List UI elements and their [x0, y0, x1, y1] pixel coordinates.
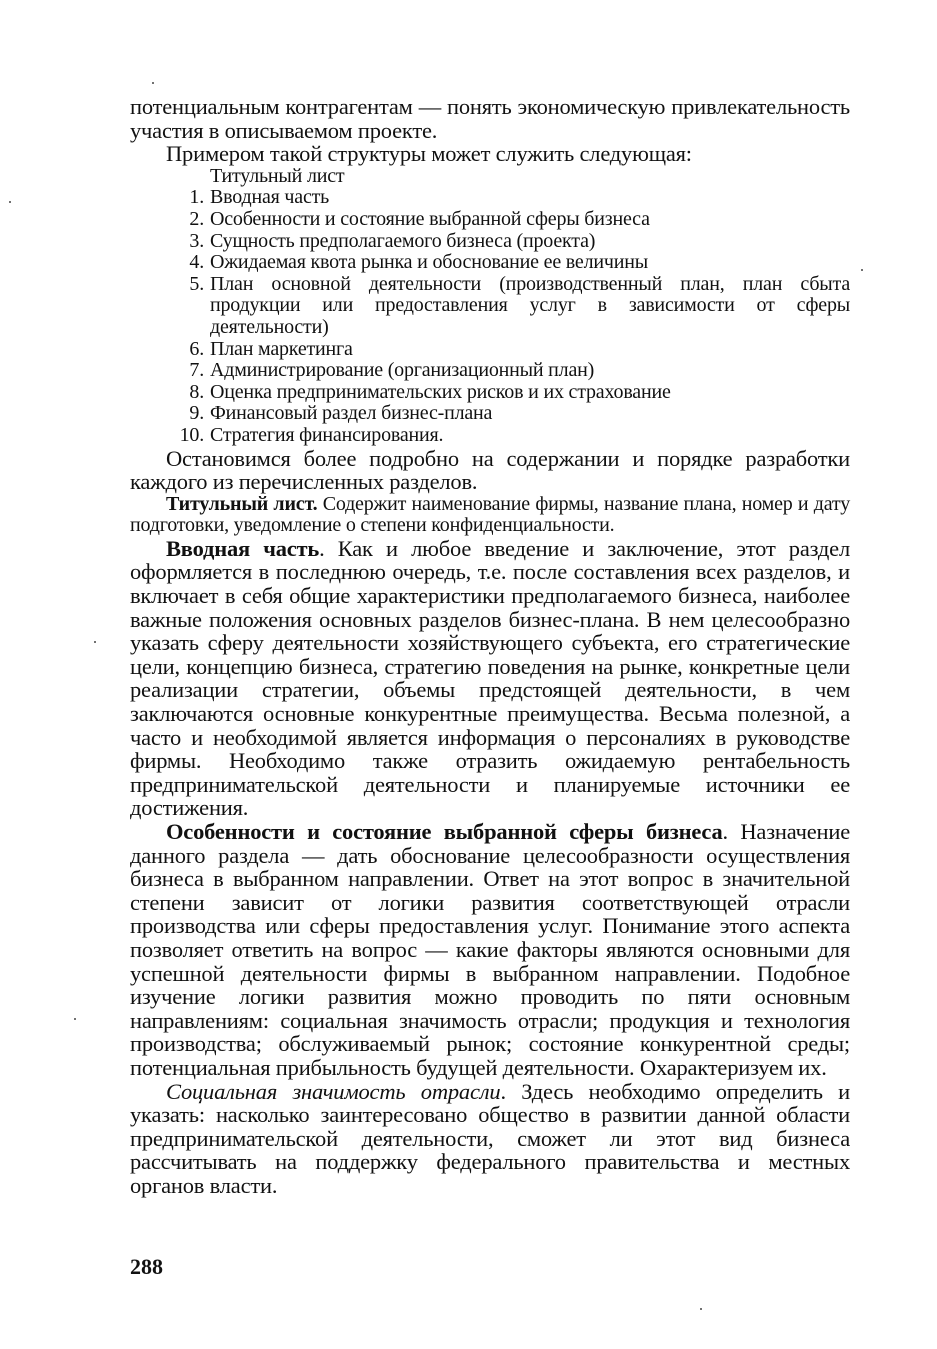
list-item — [130, 403, 850, 425]
list-item-number: 2. — [189, 207, 204, 230]
introduction-heading: Вводная часть — [166, 535, 320, 561]
scan-speck — [74, 1018, 76, 1020]
opening-paragraph: потенциальным контрагентам — понять экономическую привлекательность участия в описываемом проекте. — [130, 94, 850, 143]
list-item-number: 6. — [189, 337, 204, 360]
structure-intro: Примером такой структуры может служить следующая: — [166, 141, 692, 167]
list-item-number: 5. — [189, 272, 204, 295]
list-item-number: 4. — [189, 251, 204, 274]
list-item-number: 8. — [189, 380, 204, 403]
list-item-label: Вводная часть — [210, 186, 330, 209]
list-item-label: Особенности и состояние выбранной сферы бизнеса — [210, 207, 650, 230]
social-significance-heading: Социальная значимость отрасли — [166, 1078, 501, 1104]
list-item-label: План маркетинга — [210, 337, 353, 360]
scan-speck — [700, 1308, 702, 1310]
scan-speck — [152, 82, 154, 84]
scan-speck — [861, 269, 863, 271]
list-item — [130, 209, 850, 231]
list-item-label: Оценка предпринимательских рисков и их страхование — [210, 380, 671, 403]
list-item-label: План основной деятельности (производственный план, план сбыта продукции или предоставления услуг в зависимости от сферы деятельности) — [210, 272, 850, 338]
list-item-number: 1. — [189, 186, 204, 209]
list-item — [130, 360, 850, 382]
list-item-number: 7. — [189, 359, 204, 382]
social-significance-text: . Здесь необходимо определить и указать: насколько заинтересовано общество в развитии данной области предпринимательской деятельности, сможет ли этот вид бизнеса рассчитывать на поддержку федерального правительства и местных органов власти. — [130, 1078, 850, 1198]
list-item — [130, 166, 850, 188]
page-number: 288 — [130, 1254, 163, 1279]
scan-speck — [9, 201, 11, 203]
list-item-number: 3. — [189, 229, 204, 252]
details-intro-paragraph: Остановимся более подробно на содержании и порядке разработки каждого из перечисленных разделов. — [130, 445, 850, 495]
business-sphere-paragraph — [130, 820, 850, 1080]
list-item-label: Стратегия финансирования. — [210, 423, 444, 446]
business-plan-structure-list — [130, 166, 850, 447]
document-page — [130, 95, 850, 1198]
title-sheet-heading: Титульный лист. — [166, 492, 318, 515]
list-item — [130, 231, 850, 253]
introduction-text: . Как и любое введение и заключение, этот раздел оформляется в последнюю очередь, т.е. после составления всех разделов, и включает в себя общие характеристики предполагаемого бизнеса, наиболее важные положения основных разделов бизнес-плана. В нем целесообразно указать сферу деятельности хозяйствующего субъекта, его стратегические цели, концепцию бизнеса, стратегию поведения на рынке, конкретные цели реализации стратегии, объемы предстоящей деятельности, в чем заключаются основные конкурентные преимущества. Весьма полезной, а часто и необходимой является информация о персоналиях в руководстве фирмы. Необходимо также отразить ожидаемую рентабельность предпринимательской деятельности и планируемые источники ее достижения. — [130, 535, 850, 821]
business-sphere-heading: Особенности и состояние выбранной сферы бизнеса — [166, 819, 723, 844]
business-sphere-text: . Назначение данного раздела — дать обоснование целесообразности осуществления бизнеса в выбранном направлении. Ответ на этот вопрос в значительной степени зависит от логики развития соответствующей отрасли производства или сферы предоставления услуг. Понимание этого аспекта позволяет ответить на вопрос — какие факторы являются основными для успешной деятельности фирмы в выбранном направлении. Подобное изучение логики развития можно проводить по пяти основным направлениям: социальная значимость отрасли; продукция и технология производства; обслуживаемый рынок; состояние конкурентной среды; потенциальная прибыльность будущей деятельности. Охарактеризуем их. — [130, 819, 850, 1080]
list-item-label: Титульный лист — [210, 164, 345, 187]
list-item-label: Администрирование (организационный план) — [210, 359, 595, 382]
list-item — [130, 187, 850, 209]
list-item-label: Финансовый раздел бизнес-плана — [210, 402, 493, 425]
list-item-number: 10. — [179, 423, 204, 446]
scan-speck — [94, 641, 96, 643]
introduction-paragraph — [130, 537, 850, 820]
list-item — [130, 274, 850, 339]
title-sheet-text: Содержит наименование фирмы, название плана, номер и дату подготовки, уведомление о степени конфиденциальности. — [130, 492, 850, 537]
list-item-number: 9. — [189, 402, 204, 425]
list-item — [130, 382, 850, 404]
list-item — [130, 425, 850, 447]
title-sheet-paragraph — [130, 494, 850, 537]
social-significance-paragraph — [130, 1080, 850, 1198]
list-item-label: Ожидаемая квота рынка и обоснование ее величины — [210, 251, 648, 274]
list-item-label: Сущность предполагаемого бизнеса (проекта) — [210, 229, 596, 252]
list-item — [130, 252, 850, 274]
list-item — [130, 339, 850, 361]
